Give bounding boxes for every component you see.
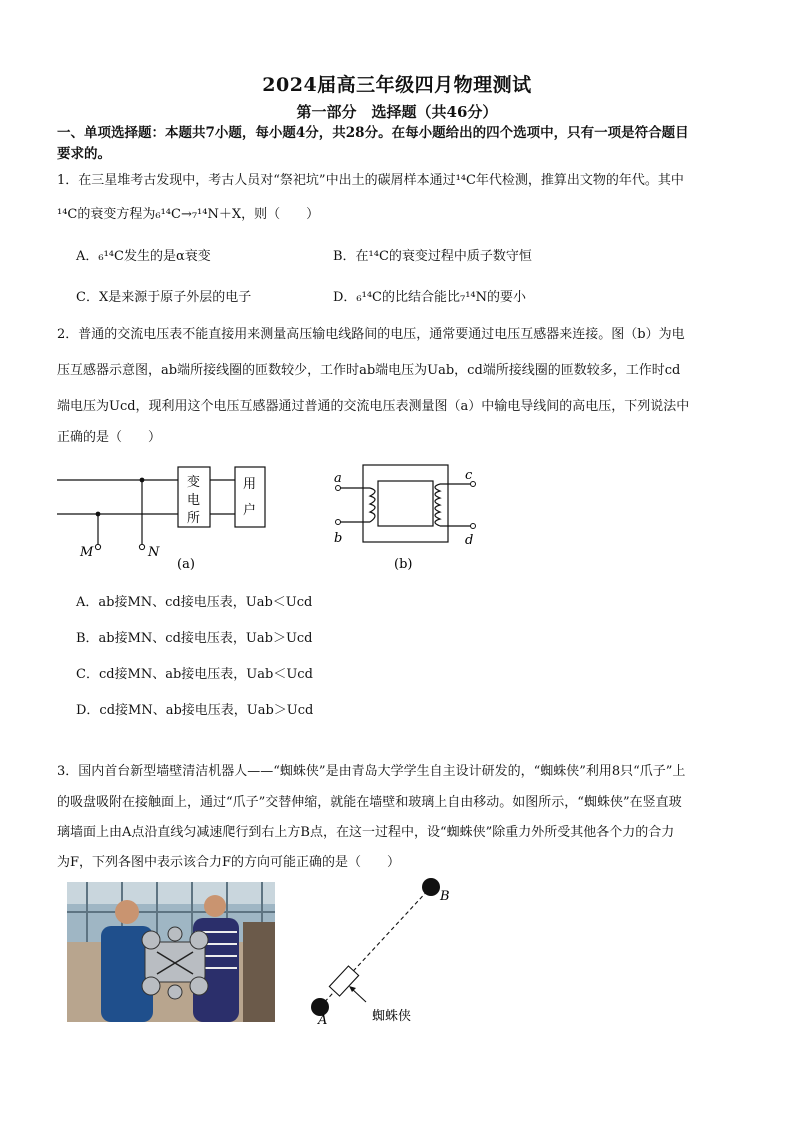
question-2-option-c: C．cd接MN、ab接电压表，Uab＜Ucd	[76, 667, 313, 682]
question-3-stem-line2: 的吸盘吸附在接触面上，通过“爪子”交替伸缩，就能在墙壁和玻璃上自由移动。如图所示，“蜘蛛侠”在竖直玻	[57, 795, 682, 810]
question-3-stem-line4: 为F，下列各图中表示该合力F的方向可能正确的是（ ）	[57, 855, 401, 870]
question-2-stem-line4: 正确的是（ ）	[57, 430, 162, 445]
terminal-m-label: M	[80, 545, 94, 560]
figure-b-transformer	[328, 462, 488, 577]
figure-a-caption: (a)	[177, 557, 195, 572]
terminal-c-label: c	[465, 468, 473, 483]
section-instructions-line1: 一、单项选择题：本题共7小题，每小题4分，共28分。在每小题给出的四个选项中，只有一项是符合题目	[57, 125, 689, 141]
motion-diagram	[300, 870, 460, 1030]
question-1-stem-line2: ¹⁴C的衰变方程为₆¹⁴C→₇¹⁴N＋X，则（ ）	[57, 207, 320, 222]
question-3-stem-line3: 璃墙面上由A点沿直线匀减速爬行到右上方B点，在这一过程中，设“蜘蛛侠”除重力外所受其他各个力的合力	[57, 825, 675, 840]
substation-char-1: 变	[187, 475, 201, 490]
point-a-label: A	[318, 1013, 328, 1028]
terminal-d-label: d	[465, 533, 474, 548]
robot-photo-illustration	[67, 882, 275, 1022]
question-3-stem-line1: 3．国内首台新型墙壁清洁机器人——“蜘蛛侠”是由青岛大学学生自主设计研发的，“蜘蛛侠”利用8只“爪子”上	[57, 764, 686, 779]
question-1-option-c: C．X是来源于原子外层的电子	[76, 290, 252, 305]
question-2-stem-line3: 端电压为Ucd，现利用这个电压互感器通过普通的交流电压表测量图（a）中输电导线间的高电压，下列说法中	[57, 399, 690, 414]
question-1-stem-line1: 1．在三星堆考古发现中，考古人员对“祭祀坑”中出土的碳屑样本通过¹⁴C年代检测，推算出文物的年代。其中	[57, 173, 684, 188]
question-2-option-a: A．ab接MN、cd接电压表，Uab＜Ucd	[76, 595, 313, 610]
exam-title: 2024届高三年级四月物理测试	[262, 74, 532, 96]
question-2-stem-line2: 压互感器示意图，ab端所接线圈的匝数较少，工作时ab端电压为Uab，cd端所接线圈的匝数较多，工作时cd	[57, 363, 681, 378]
terminal-b-label: b	[334, 531, 343, 546]
user-char-1: 用	[243, 477, 257, 492]
question-1-option-b: B．在¹⁴C的衰变过程中质子数守恒	[333, 249, 532, 264]
terminal-n-label: N	[148, 545, 160, 560]
robot-label: 蜘蛛侠	[372, 1009, 412, 1024]
question-2-option-d: D．cd接MN、ab接电压表，Uab＞Ucd	[76, 703, 314, 718]
question-2-stem-line1: 2．普通的交流电压表不能直接用来测量高压输电线路间的电压，通常要通过电压互感器来连接。图（b）为电	[57, 327, 685, 342]
question-2-option-b: B．ab接MN、cd接电压表，Uab＞Ucd	[76, 631, 313, 646]
robot-photo	[67, 882, 275, 1022]
terminal-a-label: a	[334, 471, 342, 486]
part-heading: 第一部分 选择题（共46分）	[296, 103, 498, 121]
question-1-option-d: D．₆¹⁴C的比结合能比₇¹⁴N的要小	[333, 290, 527, 305]
user-char-2: 户	[243, 503, 257, 518]
section-instructions-line2: 要求的。	[57, 146, 111, 162]
question-1-option-a: A．₆¹⁴C发生的是α衰变	[76, 249, 211, 264]
point-b-marker	[422, 878, 440, 896]
point-b-label: B	[440, 889, 450, 904]
substation-char-3: 所	[187, 511, 201, 526]
figure-b-caption: (b)	[394, 557, 413, 572]
substation-char-2: 电	[187, 493, 201, 508]
figure-a-circuit	[55, 462, 305, 577]
